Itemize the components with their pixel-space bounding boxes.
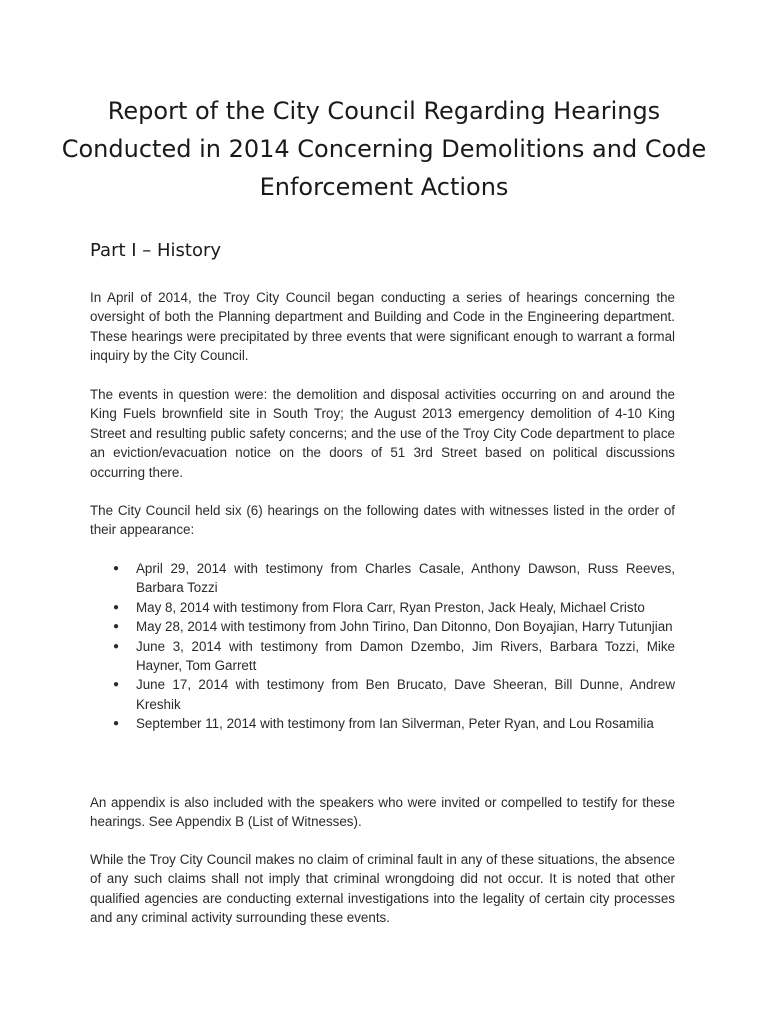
list-item xyxy=(90,559,675,598)
section-heading: Part I – History xyxy=(90,240,222,261)
paragraph-intro: In April of 2014, the Troy City Council began conducting a series of hearings concerning the oversight of both the Planning department and Building and Code in the Engineering department. These hearings were precipitated by three events that were significant enough to warrant a formal inquiry by the City Council. xyxy=(90,290,675,364)
hearing-text: September 11, 2014 with testimony from Ian Silverman, Peter Ryan, and Lou Rosamilia xyxy=(136,716,654,732)
hearing-text: June 3, 2014 with testimony from Damon Dzembo, Jim Rivers, Barbara Tozzi, Mike Hayner, Tom Garrett xyxy=(136,638,675,674)
hearing-list xyxy=(90,559,675,734)
hearing-text: June 17, 2014 with testimony from Ben Brucato, Dave Sheeran, Bill Dunne, Andrew Kreshik xyxy=(136,677,675,712)
hearing-text: May 28, 2014 with testimony from John Tirino, Dan Ditonno, Don Boyajian, Harry Tutunjian xyxy=(136,619,673,635)
bullet-icon: ● xyxy=(113,679,120,691)
paragraph-hearings-intro: The City Council held six (6) hearings on the following dates with witnesses listed in the order of their appearance: xyxy=(90,503,675,538)
paragraph-disclaimer: While the Troy City Council makes no claim of criminal fault in any of these situations, the absence of any such claims shall not imply that criminal wrongdoing did not occur. It is noted that other qualified agencies are conducting external investigations into the legality of certain city processes and any criminal activity surrounding these events. xyxy=(90,852,675,926)
list-item xyxy=(90,637,675,676)
hearing-text: May 8, 2014 with testimony from Flora Carr, Ryan Preston, Jack Healy, Michael Cristo xyxy=(136,599,645,615)
hearing-text: April 29, 2014 with testimony from Charles Casale, Anthony Dawson, Russ Reeves, Barbara Tozzi xyxy=(136,561,675,596)
list-item xyxy=(90,617,675,636)
bullet-icon: ● xyxy=(113,563,120,574)
bullet-icon: ● xyxy=(113,601,120,613)
bullet-icon: ● xyxy=(113,718,120,730)
paragraph-appendix: An appendix is also included with the speakers who were invited or compelled to testify for these hearings. See Appendix B (List of Witnesses). xyxy=(90,795,675,830)
paragraph-events: The events in question were: the demolition and disposal activities occurring on and around the King Fuels brownfield site in South Troy; the August 2013 emergency demolition of 4-10 King Street and resulting public safety concerns; and the use of the Troy City Code department to place an eviction/evacuation notice on the doors of 51 3rd Street based on political discussions occurring there. xyxy=(90,387,675,480)
document-title: Report of the City Council Regarding Hearings Conducted in 2014 Concerning Demolitions and Code Enforcement Actions xyxy=(61,97,707,201)
list-item xyxy=(90,675,675,714)
list-item xyxy=(90,598,675,617)
bullet-icon: ● xyxy=(113,621,120,633)
bullet-icon: ● xyxy=(113,640,120,652)
list-item xyxy=(90,714,675,733)
